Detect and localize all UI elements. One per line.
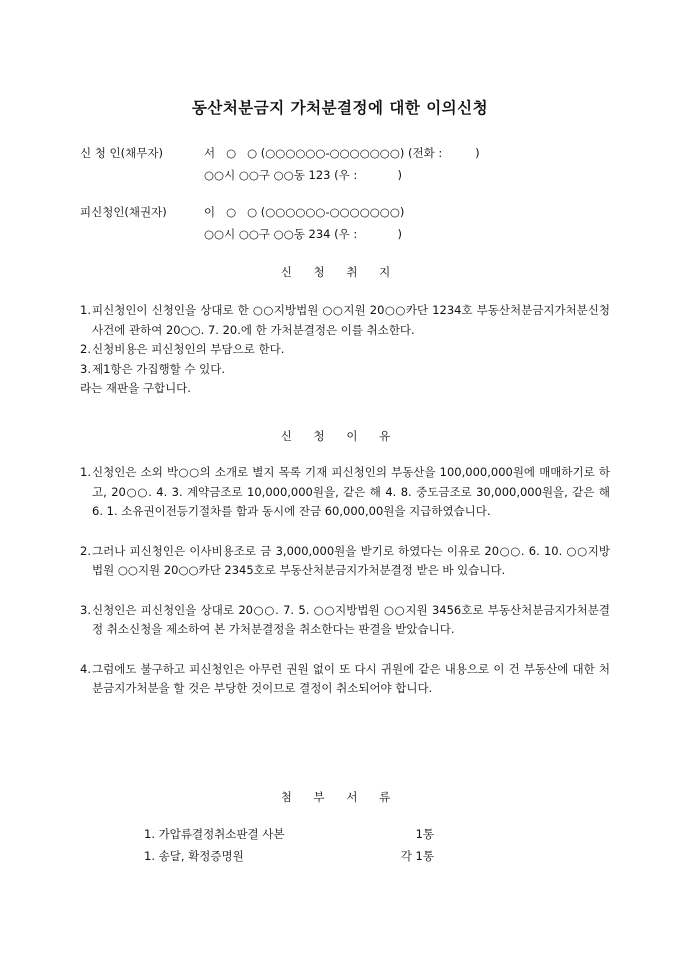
reason-item-number: 1.	[80, 465, 91, 479]
attachments-list	[144, 824, 444, 868]
purpose-item-text: 피신청인이 신청인을 상대로 한 ○○지방법원 ○○지원 20○○카단 1234호 부동산처분금지가처분신청사건에 관하여 20○○. 7. 20.에 한 가처분결정은 이를 취소한다.	[92, 303, 610, 337]
purpose-list	[80, 301, 610, 399]
reason-item-1	[80, 463, 610, 522]
respondent-address-line: ○○시 ○○구 ○○동 234 (우 : )	[204, 227, 402, 241]
attachment-item-2	[144, 846, 444, 868]
applicant-name-line: 서 ○ ○ (○○○○○○-○○○○○○○) (전화 : )	[204, 146, 480, 160]
reason-item-text: 신청인은 소외 박○○의 소개로 별지 목록 기재 피신청인의 부동산을 100,000,000원에 매매하기로 하고, 20○○. 4. 3. 계약금조로 10,000,000원을, 같은 해 4. 8. 중도금조로 30,000,000원을, 같은 해 6. 1. 소유권이전등기절차를 함과 동시에 잔금 60,000,00원을 지급하였습니다.	[92, 465, 610, 518]
purpose-item-number: 1.	[80, 303, 91, 317]
purpose-item-2	[80, 340, 610, 360]
respondent-block	[80, 202, 620, 246]
reason-item-4	[80, 660, 610, 699]
attachments-heading: 첨 부 서 류	[280, 790, 400, 804]
attachment-name: 1. 송달, 확정증명원	[144, 849, 244, 863]
applicant-address-line: ○○시 ○○구 ○○동 123 (우 : )	[204, 168, 402, 182]
reasons-list	[80, 463, 610, 719]
purpose-item-1	[80, 301, 610, 340]
document-title: 동산처분금지 가처분결정에 대한 이의신청	[191, 99, 489, 117]
reason-item-number: 4.	[80, 661, 91, 676]
applicant-block	[80, 143, 620, 187]
reason-item-2	[80, 542, 610, 581]
reason-item-3	[80, 601, 610, 640]
purpose-item-number: 2.	[80, 342, 91, 356]
attachment-count: 각 1통	[400, 849, 434, 863]
reason-item-text: 그러나 피신청인은 이사비용조로 금 3,000,000원을 받기로 하였다는 이유로 20○○. 6. 10. ○○지방법원 ○○지원 20○○카단 2345호로 부동산처분금지가처분결정 받은 바 있습니다.	[92, 543, 610, 577]
purpose-closing: 라는 재판을 구합니다.	[80, 381, 191, 395]
purpose-item-text: 제1항은 가집행할 수 있다.	[92, 361, 226, 376]
reason-item-text: 신청인은 피신청인을 상대로 20○○. 7. 5. ○○지방법원 ○○지원 3456호로 부동산처분금지가처분결정 취소신청을 제소하여 본 가처분결정을 취소한다는 판결을 받았습니다.	[92, 602, 610, 636]
reason-item-number: 2.	[80, 543, 91, 558]
attachment-count: 1통	[415, 827, 434, 841]
purpose-item-number: 3.	[80, 361, 91, 376]
reason-item-number: 3.	[80, 602, 91, 617]
reasons-heading: 신 청 이 유	[280, 429, 400, 443]
purpose-item-text: 신청비용은 피신청인의 부담으로 한다.	[92, 342, 285, 356]
respondent-name-line: 이 ○ ○ (○○○○○○-○○○○○○○)	[204, 205, 405, 219]
reason-item-text: 그럼에도 불구하고 피신청인은 아무런 권원 없이 또 다시 귀원에 같은 내용으로 이 건 부동산에 대한 처분금지가처분을 할 것은 부당한 것이므로 결정이 취소되어야 합니다.	[92, 661, 610, 695]
purpose-item-3	[80, 360, 610, 380]
respondent-label: 피신청인(채권자)	[80, 205, 167, 219]
purpose-heading: 신 청 취 지	[280, 265, 400, 279]
applicant-label: 신 청 인(채무자)	[80, 146, 163, 160]
attachment-name: 1. 가압류결정취소판결 사본	[144, 827, 285, 841]
attachment-item-1	[144, 824, 444, 846]
